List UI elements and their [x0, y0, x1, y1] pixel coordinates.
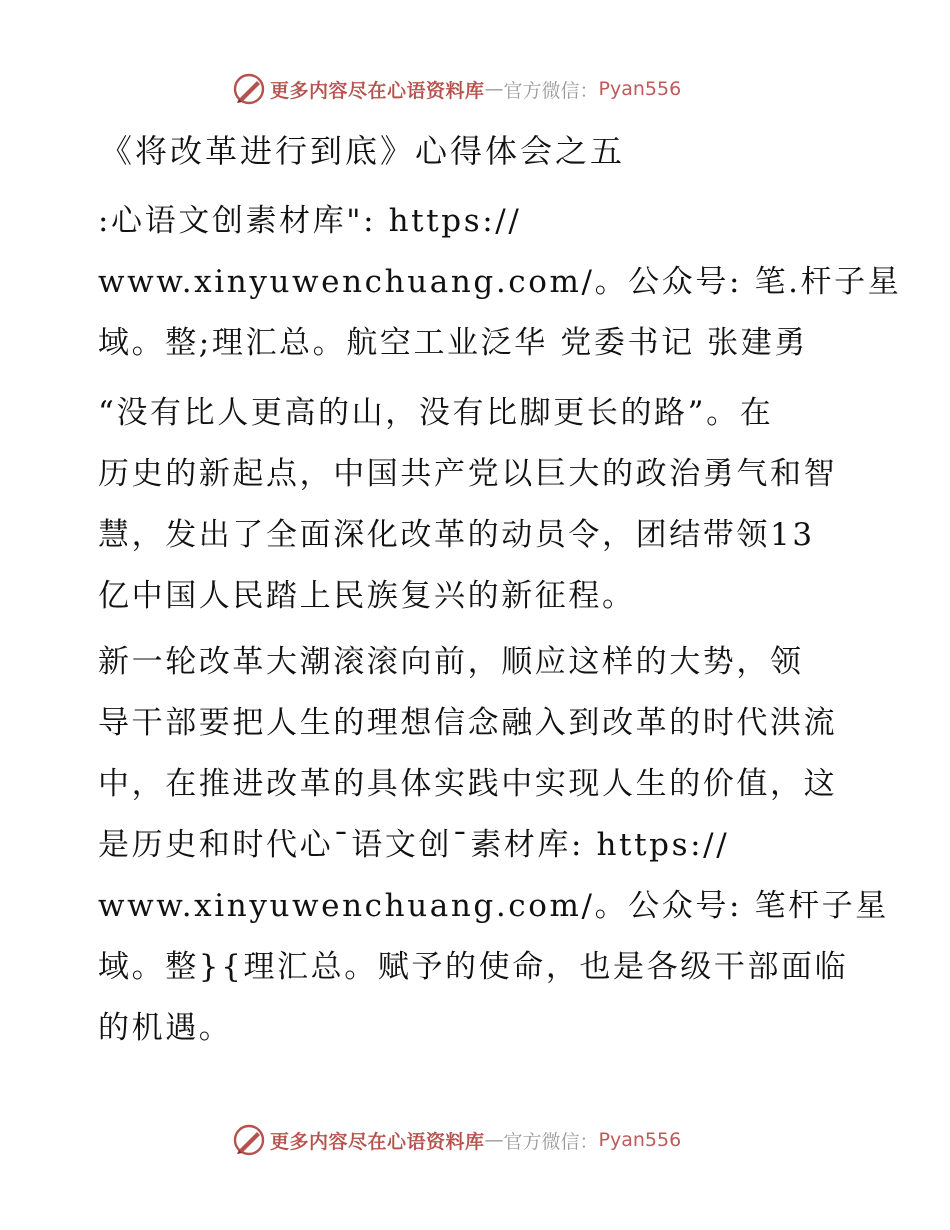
banner-wechat-id: Pyan556 — [598, 1129, 682, 1151]
text-line: 亿中国人民踏上民族复兴的新征程。 — [98, 578, 636, 614]
text-line: www.xinyuwenchuang.com/。公众号: 笔.杆子星 — [98, 264, 902, 300]
paragraph-body — [98, 632, 889, 1059]
pen-logo-icon — [232, 1123, 266, 1157]
banner-dash: — — [484, 1129, 504, 1151]
text-line: :心语文创素材库": https:// — [98, 203, 522, 239]
banner-slogan: 更多内容尽在心语资料库 — [270, 79, 485, 102]
banner-wechat-id: Pyan556 — [598, 78, 682, 100]
text-line: 导干部要把人生的理想信念融入到改革的时代洪流 — [98, 705, 838, 741]
text-line: 是历史和时代心¯语文创¯素材库: https:// — [98, 827, 730, 863]
banner-dash: — — [484, 78, 504, 100]
text-line: www.xinyuwenchuang.com/。公众号: 笔杆子星 — [98, 888, 889, 924]
paragraph-source-note — [98, 191, 902, 374]
text-line: 的机遇。 — [98, 1010, 233, 1046]
text-line: “没有比人更高的山，没有比脚更长的路”。在 — [98, 395, 774, 431]
document-title: 《将改革进行到底》心得体会之五 — [100, 132, 626, 170]
paragraph-intro — [98, 383, 858, 627]
text-line: 历史的新起点，中国共产党以巨大的政治勇气和智 — [98, 456, 838, 492]
banner-wechat-label: 官方微信： — [503, 1130, 599, 1153]
header-banner — [232, 72, 681, 106]
text-line: 新一轮改革大潮滚滚向前，顺应这样的大势，领 — [98, 644, 804, 680]
text-line: 慧，发出了全面深化改革的动员令，团结带领13 — [98, 517, 815, 553]
text-line: 域。整}{理汇总。赋予的使命，也是各级干部面临 — [98, 949, 849, 985]
footer-banner — [232, 1123, 681, 1157]
banner-wechat-label: 官方微信： — [503, 79, 599, 102]
banner-slogan: 更多内容尽在心语资料库 — [270, 1130, 485, 1153]
text-line: 域。整;理汇总。航空工业泛华 党委书记 张建勇 — [98, 325, 808, 361]
text-line: 中，在推进改革的具体实践中实现人生的价值，这 — [98, 766, 838, 802]
pen-logo-icon — [232, 72, 266, 106]
